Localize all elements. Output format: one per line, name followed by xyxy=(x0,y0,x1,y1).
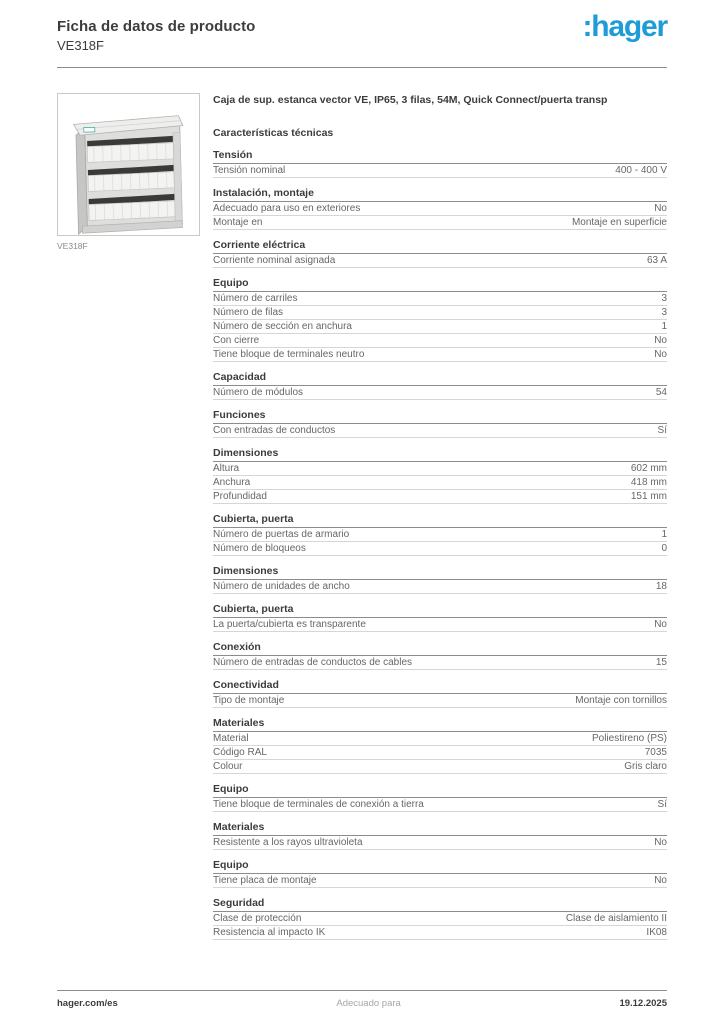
spec-section-rows xyxy=(213,874,667,888)
spec-section xyxy=(213,513,667,556)
spec-row xyxy=(213,580,667,594)
spec-row-label: Anchura xyxy=(213,477,251,488)
spec-row xyxy=(213,320,667,334)
spec-row-label: Resistencia al impacto IK xyxy=(213,927,326,938)
spec-row-value: 151 mm xyxy=(630,491,667,502)
spec-row-value: 15 xyxy=(655,657,667,668)
spec-row-value: Poliestireno (PS) xyxy=(591,733,667,744)
spec-row-value: Gris claro xyxy=(624,761,667,772)
spec-row xyxy=(213,836,667,850)
spec-section-rows xyxy=(213,424,667,438)
spec-row-value: 602 mm xyxy=(630,463,667,474)
spec-row xyxy=(213,694,667,708)
product-description: Caja de sup. estanca vector VE, IP65, 3 filas, 54M, Quick Connect/puerta transp xyxy=(213,94,608,106)
spec-section-rows xyxy=(213,656,667,670)
spec-row xyxy=(213,542,667,556)
spec-row xyxy=(213,926,667,940)
spec-row xyxy=(213,746,667,760)
spec-row-label: Altura xyxy=(213,463,240,474)
spec-section-title: Equipo xyxy=(213,277,667,292)
spec-row-value: IK08 xyxy=(646,927,667,938)
spec-row xyxy=(213,760,667,774)
spec-section-rows xyxy=(213,912,667,940)
spec-row-label: Con entradas de conductos xyxy=(213,425,336,436)
product-image xyxy=(57,93,200,236)
spec-row-value: 3 xyxy=(661,293,667,304)
spec-section xyxy=(213,187,667,230)
page-footer xyxy=(57,990,667,1009)
spec-row-value: Montaje con tornillos xyxy=(575,695,667,706)
spec-row-value: Montaje en superficie xyxy=(571,217,667,228)
spec-row-label: Número de bloqueos xyxy=(213,543,306,554)
spec-row-value: Sí xyxy=(657,799,667,810)
spec-section-title: Dimensiones xyxy=(213,447,667,462)
spec-section xyxy=(213,149,667,178)
spec-section-rows xyxy=(213,164,667,178)
spec-section-title: Seguridad xyxy=(213,897,667,912)
spec-row-value: 0 xyxy=(661,543,667,554)
spec-row xyxy=(213,618,667,632)
spec-row-value: No xyxy=(654,875,667,886)
spec-section-title: Equipo xyxy=(213,783,667,798)
spec-section xyxy=(213,239,667,268)
spec-section-title: Materiales xyxy=(213,821,667,836)
spec-row xyxy=(213,656,667,670)
spec-section xyxy=(213,565,667,594)
spec-row-label: Corriente nominal asignada xyxy=(213,255,336,266)
spec-row-label: Tipo de montaje xyxy=(213,695,285,706)
spec-row-label: Tiene placa de montaje xyxy=(213,875,317,886)
footer-suitable-for: Adecuado para xyxy=(336,998,401,1009)
spec-section xyxy=(213,447,667,504)
spec-section-title: Cubierta, puerta xyxy=(213,513,667,528)
spec-row-label: Tiene bloque de terminales neutro xyxy=(213,349,365,360)
spec-section xyxy=(213,897,667,940)
spec-row-value: 1 xyxy=(661,529,667,540)
spec-row-label: Material xyxy=(213,733,249,744)
spec-section xyxy=(213,603,667,632)
header-divider xyxy=(57,67,667,68)
spec-section-title: Dimensiones xyxy=(213,565,667,580)
spec-section-title: Corriente eléctrica xyxy=(213,239,667,254)
spec-row xyxy=(213,424,667,438)
spec-row-label: Tensión nominal xyxy=(213,165,286,176)
product-image-column xyxy=(57,93,202,251)
spec-row-value: 418 mm xyxy=(630,477,667,488)
spec-row xyxy=(213,476,667,490)
spec-row-value: No xyxy=(654,335,667,346)
spec-row-value: 3 xyxy=(661,307,667,318)
spec-row xyxy=(213,216,667,230)
spec-row xyxy=(213,874,667,888)
spec-row-value: 400 - 400 V xyxy=(615,165,667,176)
spec-row xyxy=(213,528,667,542)
spec-section xyxy=(213,783,667,812)
spec-section-rows xyxy=(213,386,667,400)
spec-section xyxy=(213,821,667,850)
spec-section-rows xyxy=(213,528,667,556)
spec-sections xyxy=(213,149,667,940)
spec-section xyxy=(213,409,667,438)
product-image-caption: VE318F xyxy=(57,241,88,251)
spec-row xyxy=(213,306,667,320)
spec-section-rows xyxy=(213,836,667,850)
spec-section-title: Conexión xyxy=(213,641,667,656)
spec-section-title: Capacidad xyxy=(213,371,667,386)
spec-row-label: Número de entradas de conductos de cables xyxy=(213,657,413,668)
spec-row xyxy=(213,348,667,362)
spec-row xyxy=(213,164,667,178)
spec-row-label: Número de carriles xyxy=(213,293,298,304)
spec-row-value: 63 A xyxy=(646,255,667,266)
specs-table-title: Características técnicas xyxy=(213,127,334,139)
spec-section xyxy=(213,679,667,708)
spec-section-title: Funciones xyxy=(213,409,667,424)
spec-row-value: Sí xyxy=(657,425,667,436)
spec-row-label: Tiene bloque de terminales de conexión a tierra xyxy=(213,799,424,810)
spec-row-label: Clase de protección xyxy=(213,913,302,924)
spec-section xyxy=(213,717,667,774)
spec-row-value: No xyxy=(654,203,667,214)
spec-row xyxy=(213,798,667,812)
spec-section-rows xyxy=(213,580,667,594)
spec-section-rows xyxy=(213,732,667,774)
spec-section-title: Cubierta, puerta xyxy=(213,603,667,618)
spec-section-title: Equipo xyxy=(213,859,667,874)
spec-section-rows xyxy=(213,798,667,812)
product-reference: VE318F xyxy=(57,38,104,53)
spec-section xyxy=(213,371,667,400)
footer-website: hager.com/es xyxy=(57,998,118,1009)
specs-column xyxy=(213,94,667,940)
spec-row xyxy=(213,202,667,216)
spec-section-title: Instalación, montaje xyxy=(213,187,667,202)
spec-section-rows xyxy=(213,462,667,504)
spec-section xyxy=(213,277,667,362)
spec-row-label: Montaje en xyxy=(213,217,263,228)
hager-logo: :hager xyxy=(582,10,667,43)
page-title: Ficha de datos de producto xyxy=(57,18,256,35)
spec-row-label: Código RAL xyxy=(213,747,267,758)
spec-row-label: Número de módulos xyxy=(213,387,304,398)
spec-section xyxy=(213,859,667,888)
spec-row-label: Número de filas xyxy=(213,307,284,318)
spec-row xyxy=(213,912,667,926)
spec-row-value: No xyxy=(654,619,667,630)
spec-row xyxy=(213,462,667,476)
enclosure-illustration xyxy=(58,94,199,235)
spec-row-value: 7035 xyxy=(644,747,667,758)
spec-row xyxy=(213,292,667,306)
spec-row-label: La puerta/cubierta es transparente xyxy=(213,619,366,630)
spec-section-title: Materiales xyxy=(213,717,667,732)
spec-section-rows xyxy=(213,254,667,268)
spec-row-value: No xyxy=(654,837,667,848)
spec-row-value: Clase de aislamiento II xyxy=(565,913,667,924)
spec-row-label: Colour xyxy=(213,761,243,772)
spec-section-rows xyxy=(213,292,667,362)
spec-row-label: Número de unidades de ancho xyxy=(213,581,350,592)
spec-section-rows xyxy=(213,618,667,632)
spec-section-rows xyxy=(213,694,667,708)
spec-row xyxy=(213,386,667,400)
spec-section-title: Tensión xyxy=(213,149,667,164)
spec-row-label: Adecuado para uso en exteriores xyxy=(213,203,361,214)
spec-row xyxy=(213,254,667,268)
spec-section-title: Conectividad xyxy=(213,679,667,694)
spec-row-value: 18 xyxy=(655,581,667,592)
spec-row-label: Número de sección en anchura xyxy=(213,321,352,332)
spec-section xyxy=(213,641,667,670)
spec-row-value: 54 xyxy=(655,387,667,398)
spec-row-label: Resistente a los rayos ultravioleta xyxy=(213,837,363,848)
spec-row-value: 1 xyxy=(661,321,667,332)
spec-row-label: Número de puertas de armario xyxy=(213,529,350,540)
spec-row-label: Profundidad xyxy=(213,491,267,502)
spec-row xyxy=(213,334,667,348)
spec-row xyxy=(213,732,667,746)
spec-row xyxy=(213,490,667,504)
spec-row-label: Con cierre xyxy=(213,335,260,346)
spec-row-value: No xyxy=(654,349,667,360)
footer-date: 19.12.2025 xyxy=(619,998,667,1009)
spec-section-rows xyxy=(213,202,667,230)
page-header xyxy=(57,18,667,53)
